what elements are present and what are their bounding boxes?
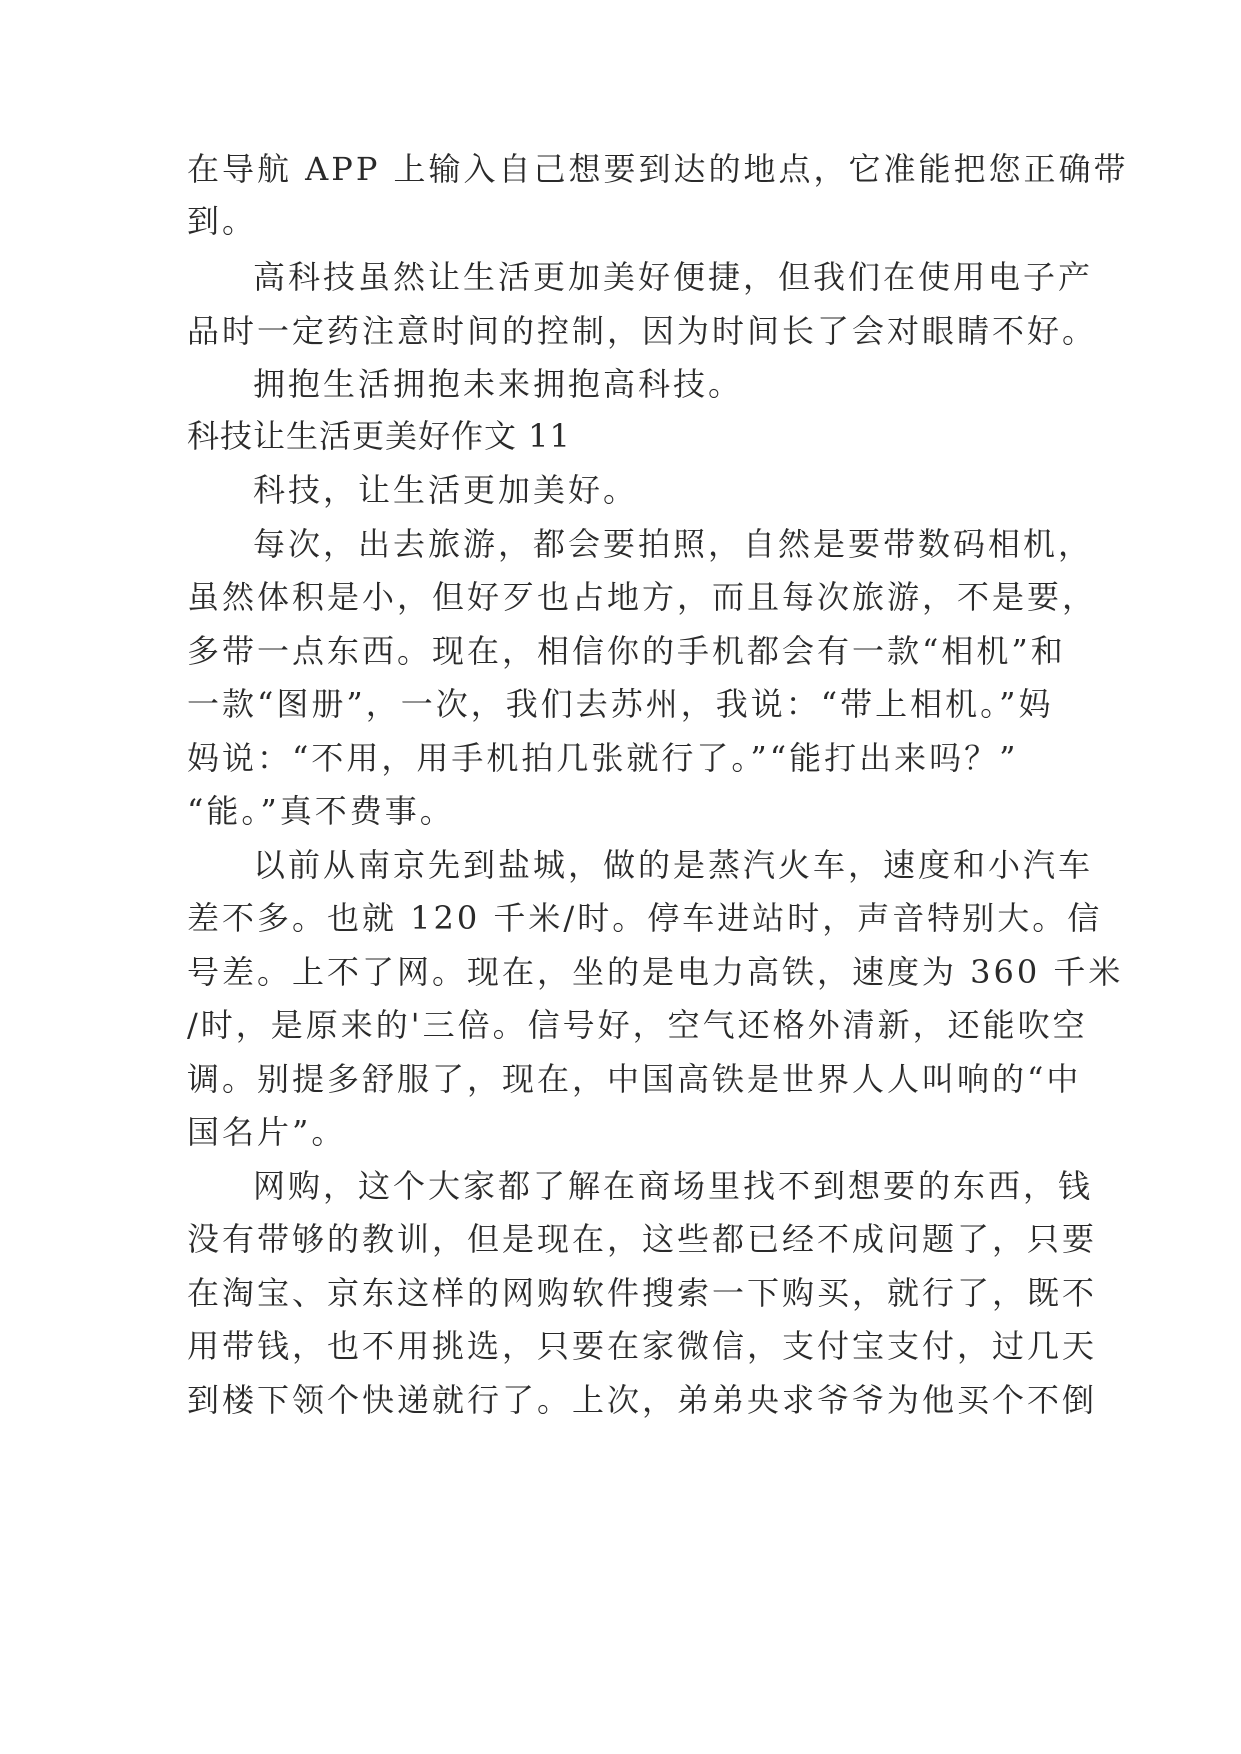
paragraph-line: 在导航 APP 上输入自己想要到达的地点，它准能把您正确带 — [187, 150, 1129, 188]
paragraph-line: 科技，让生活更加美好。 — [253, 471, 639, 509]
paragraph-line: 多带一点东西。现在，相信你的手机都会有一款“相机”和 — [187, 632, 1066, 670]
paragraph-line: 差不多。也就 120 千米/时。停车进站时，声音特别大。信 — [187, 899, 1103, 937]
paragraph-line: /时，是原来的'三倍。信号好，空气还格外清新，还能吹空 — [187, 1006, 1088, 1044]
paragraph-line: 在淘宝、京东这样的网购软件搜索一下购买，就行了，既不 — [187, 1274, 1098, 1312]
paragraph-line: 拥抱生活拥抱未来拥抱高科技。 — [253, 365, 744, 403]
paragraph-line: 用带钱，也不用挑选，只要在家微信，支付宝支付，过几天 — [187, 1327, 1098, 1365]
section-heading: 科技让生活更美好作文 11 — [187, 417, 571, 455]
paragraph-line: 妈说：“不用，用手机拍几张就行了。”“能打出来吗？” — [187, 739, 1019, 777]
paragraph-line: 到楼下领个快递就行了。上次，弟弟央求爷爷为他买个不倒 — [187, 1381, 1098, 1419]
paragraph-line: 没有带够的教训，但是现在，这些都已经不成问题了，只要 — [187, 1220, 1098, 1258]
paragraph-line: 高科技虽然让生活更加美好便捷，但我们在使用电子产 — [253, 258, 1094, 296]
paragraph-line: 国名片”。 — [187, 1113, 347, 1151]
paragraph-line: 到。 — [187, 202, 258, 240]
paragraph-line: 一款“图册”，一次，我们去苏州，我说：“带上相机。”妈 — [187, 685, 1054, 723]
paragraph-line: 号差。上不了网。现在，坐的是电力高铁，速度为 360 千米 — [187, 953, 1124, 991]
paragraph-line: “能。”真不费事。 — [187, 792, 455, 830]
paragraph-line: 调。别提多舒服了，现在，中国高铁是世界人人叫响的“中 — [187, 1060, 1082, 1098]
paragraph-line: 虽然体积是小，但好歹也占地方，而且每次旅游，不是要， — [187, 578, 1098, 616]
paragraph-line: 以前从南京先到盐城，做的是蒸汽火车，速度和小汽车 — [253, 846, 1094, 884]
paragraph-line: 网购，这个大家都了解在商场里找不到想要的东西，钱 — [253, 1167, 1094, 1205]
paragraph-line: 每次，出去旅游，都会要拍照，自然是要带数码相机， — [253, 525, 1094, 563]
paragraph-line: 品时一定药注意时间的控制，因为时间长了会对眼睛不好。 — [187, 312, 1098, 350]
